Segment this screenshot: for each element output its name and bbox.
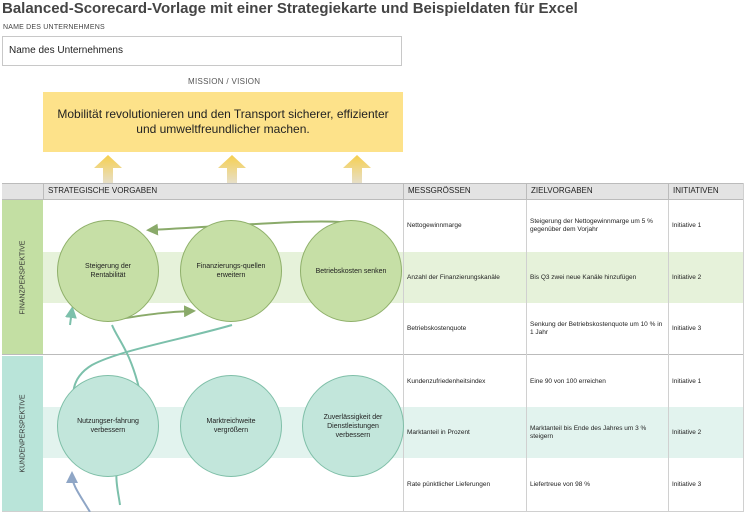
measure-cell[interactable]: Kundenzufriedenheitsindex <box>407 377 486 385</box>
header-initiatives: INITIATIVEN <box>668 183 744 200</box>
measure-cell[interactable]: Anzahl der Finanzierungskanäle <box>407 273 500 281</box>
target-cell[interactable]: Bis Q3 zwei neue Kanäle hinzufügen <box>530 273 637 281</box>
objective-label: Betriebskosten senken <box>315 267 387 275</box>
initiative-cell[interactable]: Initiative 2 <box>672 273 702 281</box>
finance-perspective-label: FINANZPERSPEKTIVE <box>19 240 27 315</box>
mission-vision-text: Mobilität revolutionieren und den Transport sicherer, effizienter und umweltfreundlicher machen. <box>57 107 389 136</box>
mission-vision-label: MISSION / VISION <box>188 77 261 86</box>
measure-cell[interactable]: Marktanteil in Prozent <box>407 428 470 436</box>
objective-circle[interactable] <box>180 220 282 322</box>
initiative-cell[interactable]: Initiative 3 <box>672 480 702 488</box>
objective-label: Steigerung der Rentabilität <box>85 263 131 279</box>
header-strategic: STRATEGISCHE VORGABEN <box>43 183 403 200</box>
initiative-cell[interactable]: Initiative 2 <box>672 428 702 436</box>
company-name-label: NAME DES UNTERNEHMENS <box>3 24 105 31</box>
objective-circle[interactable] <box>302 375 404 477</box>
customer-perspective-label: KUNDENPERSPEKTIVE <box>19 394 27 473</box>
measure-cell[interactable]: Nettogewinnmarge <box>407 222 462 229</box>
objective-circle[interactable] <box>180 375 282 477</box>
objective-circle[interactable] <box>57 375 159 477</box>
objective-label: Zuverlässigkeit der Dienstleistungen verbessern <box>323 413 383 439</box>
measure-cell[interactable]: Betriebskostenquote <box>407 324 467 332</box>
initiative-cell[interactable]: Initiative 1 <box>672 377 702 385</box>
target-cell[interactable]: Senkung der Betriebskostenquote um 10 % in 1 Jahr <box>530 320 663 336</box>
objective-label: Finanzierungs-quellen erweitern <box>196 263 266 279</box>
page-title: Balanced-Scorecard-Vorlage mit einer Strategiekarte und Beispieldaten für Excel <box>2 0 578 17</box>
initiative-cell[interactable]: Initiative 1 <box>672 222 702 229</box>
header-targets: ZIELVORGABEN <box>526 183 668 200</box>
connector-arrow <box>72 475 90 512</box>
target-cell[interactable]: Eine 90 von 100 erreichen <box>530 377 606 385</box>
objective-circle[interactable] <box>57 220 159 322</box>
target-cell[interactable]: Steigerung der Nettogewinnmarge um 5 % gegenüber dem Vorjahr <box>530 218 653 233</box>
objective-label: Marktreichweite vergrößern <box>206 418 256 434</box>
initiative-cell[interactable]: Initiative 3 <box>672 324 702 332</box>
target-cell[interactable]: Liefertreue von 98 % <box>530 480 590 488</box>
connector-arrow <box>70 310 72 325</box>
header-measures: MESSGRÖSSEN <box>403 183 526 200</box>
objective-label: Nutzungser-fahrung verbessern <box>77 418 139 434</box>
target-cell[interactable]: Marktanteil bis Ende des Jahres um 3 % steigern <box>530 424 647 440</box>
company-name-field[interactable]: Name des Unternehmens <box>2 36 402 66</box>
objective-circle[interactable] <box>300 220 402 322</box>
measure-cell[interactable]: Rate pünktlicher Lieferungen <box>407 480 491 488</box>
